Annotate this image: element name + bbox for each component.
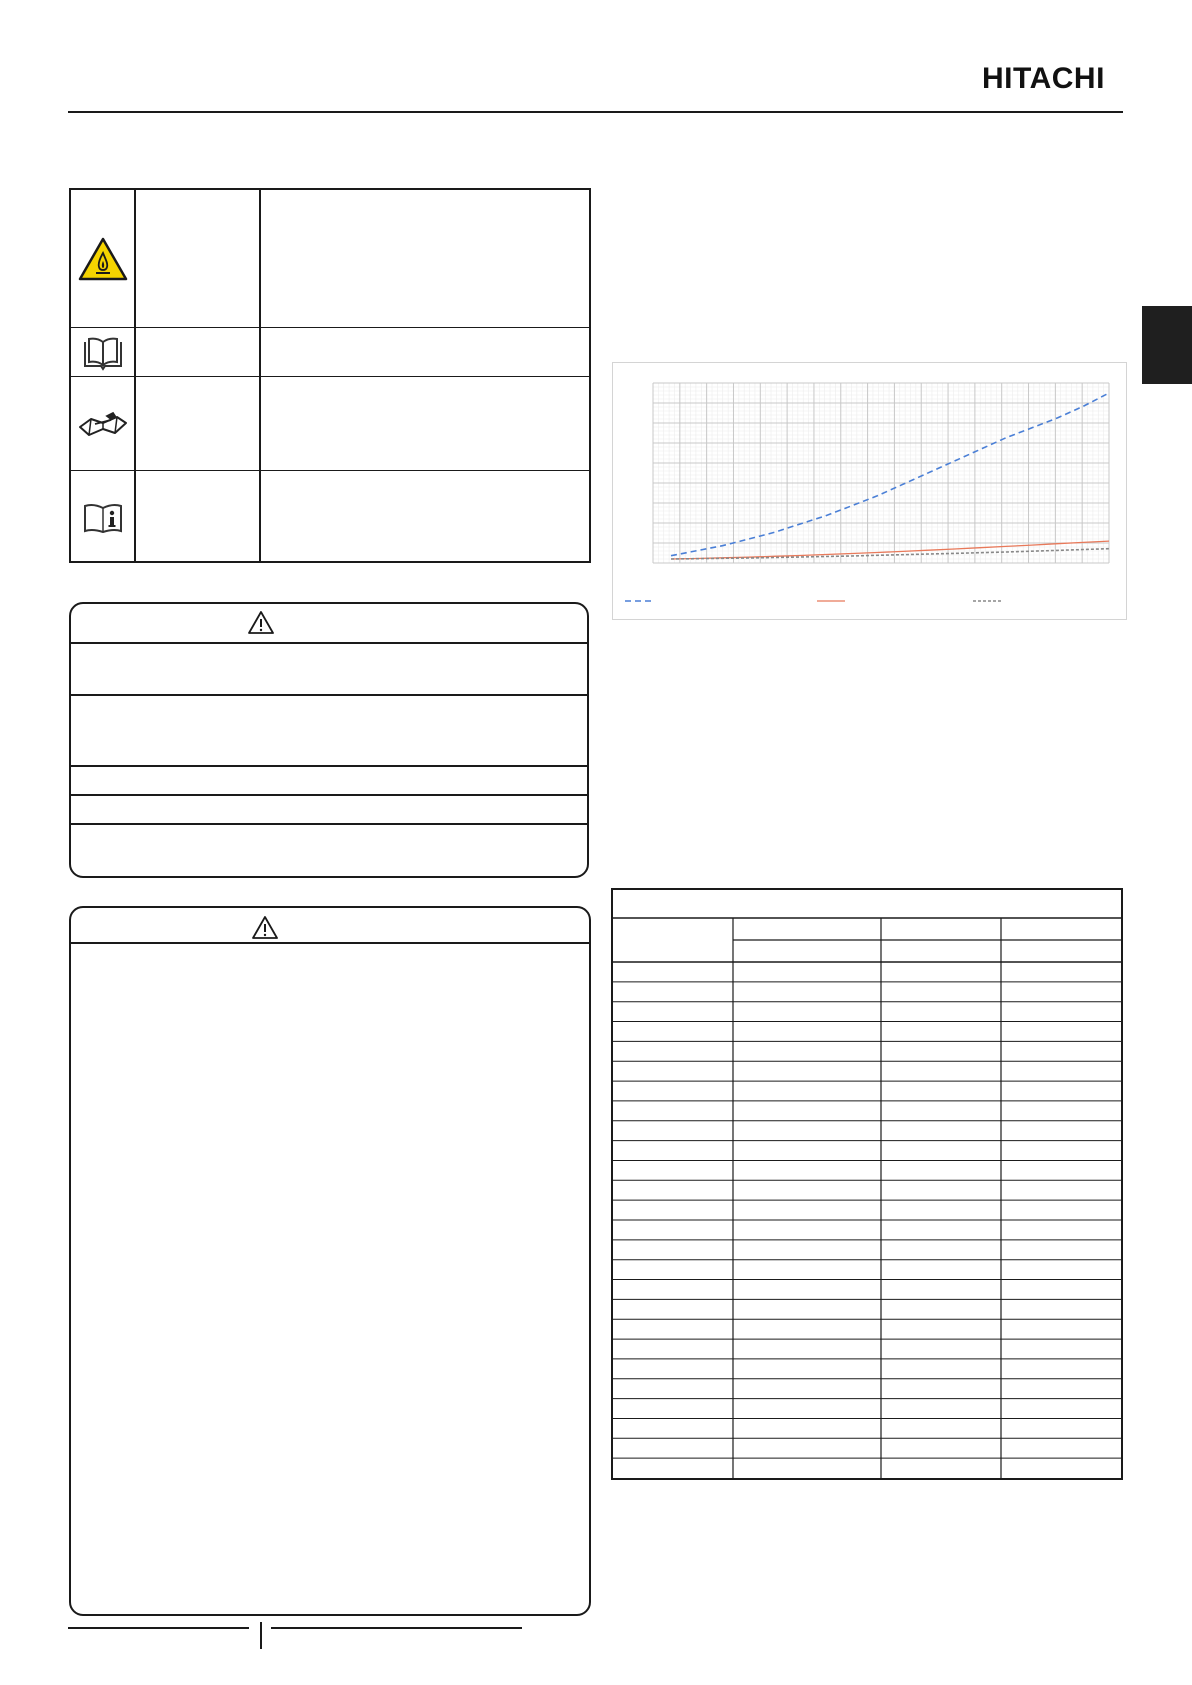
data-table (611, 888, 1123, 1480)
footer-divider (260, 1622, 262, 1649)
data-table-grid (613, 890, 1121, 1478)
brand-logo: HITACHI (982, 62, 1105, 95)
chart-frame (612, 362, 1127, 620)
symbol-row (71, 328, 589, 377)
line-chart (613, 363, 1128, 621)
symbol-row (71, 377, 589, 471)
footer-rule (68, 1627, 249, 1629)
series-line-3 (671, 549, 1109, 559)
chapter-tab (1142, 306, 1192, 384)
symbol-row (71, 471, 589, 565)
section-divider (71, 642, 587, 644)
caution-box (69, 906, 591, 1616)
section-divider (71, 794, 587, 796)
chart-series (671, 393, 1109, 559)
chart-grid (653, 383, 1109, 563)
section-divider (71, 694, 587, 696)
caution-box (69, 602, 589, 878)
header-rule (68, 111, 1123, 113)
symbol-row (71, 190, 589, 328)
information-manual-icon (71, 471, 135, 565)
service-manual-icon (71, 377, 135, 471)
section-divider (71, 765, 587, 767)
symbol-table (69, 188, 591, 563)
warning-triangle-icon (251, 915, 279, 940)
operation-manual-icon (71, 328, 135, 377)
section-divider (71, 942, 589, 944)
section-divider (71, 823, 587, 825)
footer-rule (271, 1627, 522, 1629)
warning-triangle-icon (247, 610, 275, 635)
flammable-warning-icon (71, 190, 135, 328)
